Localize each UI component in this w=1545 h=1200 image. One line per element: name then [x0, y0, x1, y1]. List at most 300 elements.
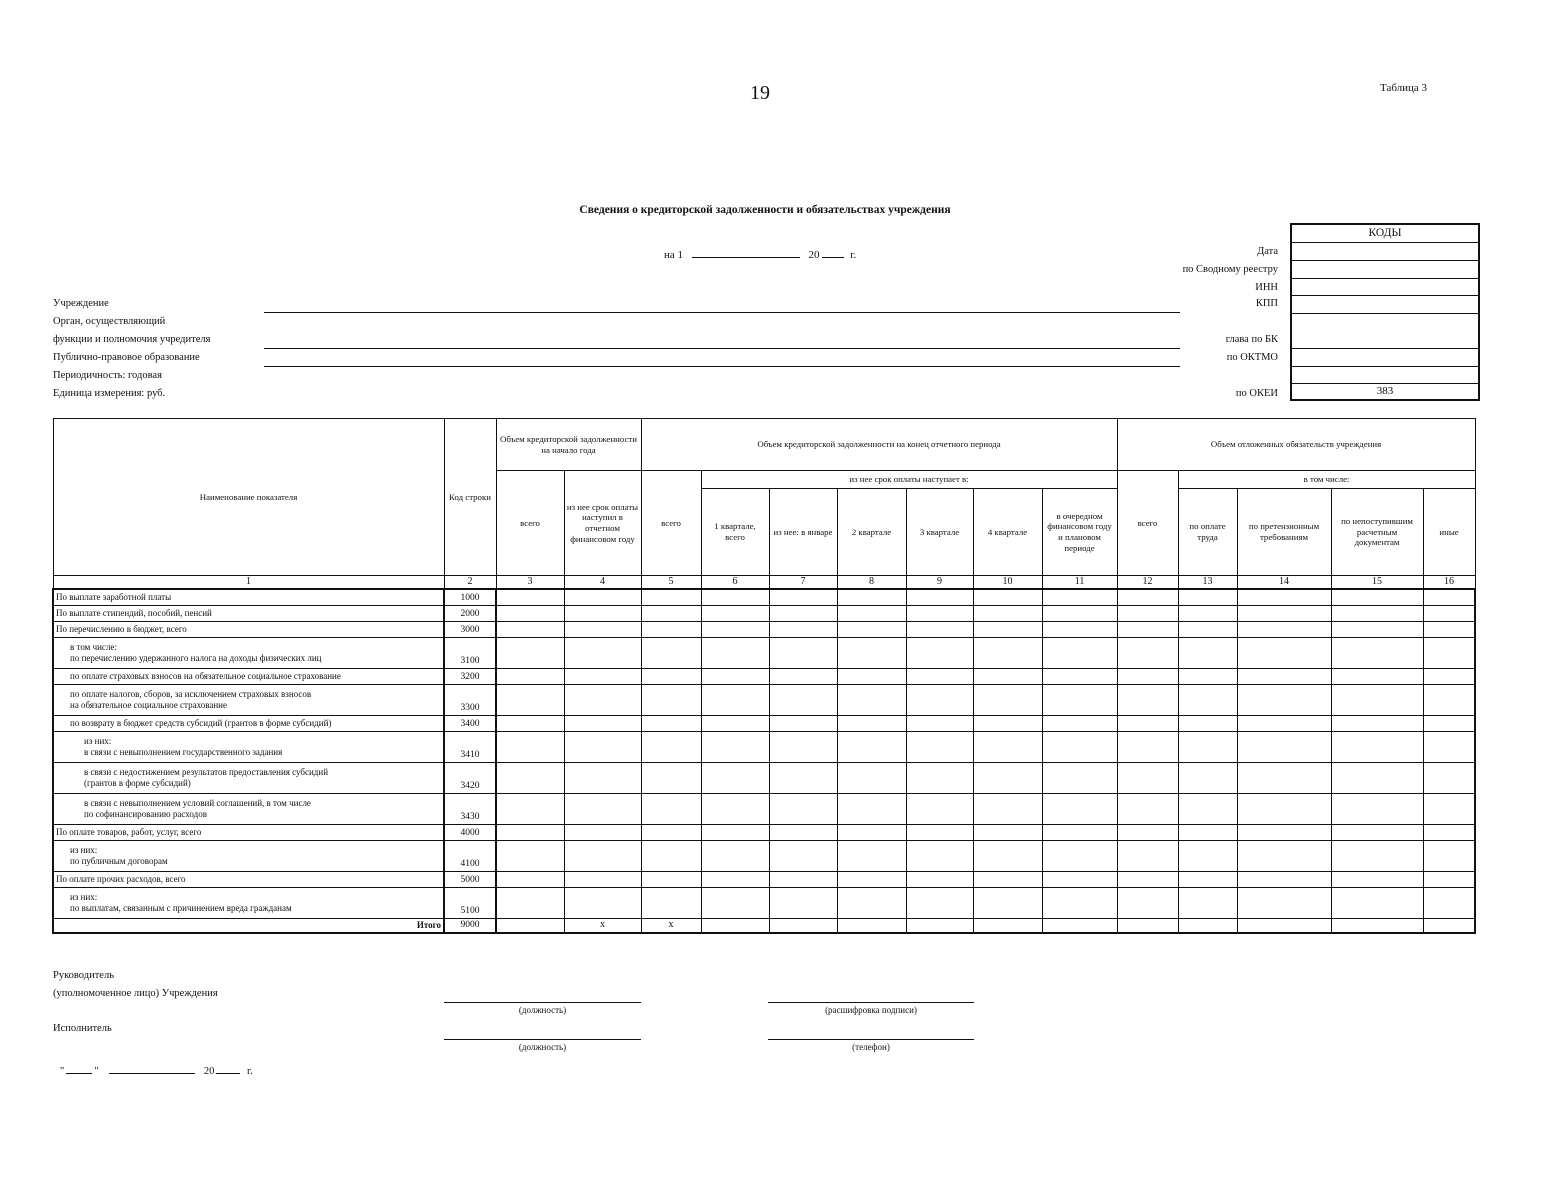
value-cell[interactable]: [1331, 684, 1423, 715]
value-cell[interactable]: [1042, 762, 1117, 793]
code-registry-cell[interactable]: [1292, 260, 1478, 278]
row-code: 5100: [444, 887, 496, 918]
value-cell[interactable]: [1178, 824, 1237, 840]
value-cell[interactable]: [1117, 887, 1178, 918]
value-cell[interactable]: [1117, 762, 1178, 793]
total-value-cell[interactable]: [973, 918, 1042, 933]
total-value-cell[interactable]: [1423, 918, 1475, 933]
value-cell[interactable]: [1423, 762, 1475, 793]
public-entity-input-line[interactable]: [264, 366, 1180, 367]
row-name-line: на обязательное социальное страхование: [70, 699, 227, 710]
total-value-cell[interactable]: [1042, 918, 1117, 933]
value-cell[interactable]: [641, 668, 701, 684]
value-cell[interactable]: [641, 887, 701, 918]
value-cell[interactable]: [701, 731, 769, 762]
value-cell[interactable]: [1042, 871, 1117, 887]
value-cell[interactable]: [973, 824, 1042, 840]
value-cell[interactable]: [1117, 589, 1178, 605]
value-cell[interactable]: [837, 824, 906, 840]
column-number: 7: [769, 576, 837, 590]
col-header-next: в очередном финансовом году и плановом периоде: [1042, 489, 1117, 576]
value-cell[interactable]: [769, 605, 837, 621]
row-code: 3100: [444, 637, 496, 668]
value-cell[interactable]: [701, 684, 769, 715]
head-label-2: (уполномоченное лицо) Учреждения: [53, 988, 218, 999]
value-cell[interactable]: [564, 793, 641, 824]
value-cell[interactable]: [641, 871, 701, 887]
column-number: 3: [496, 576, 564, 590]
report-date-line: [664, 246, 856, 261]
row-name: [53, 589, 444, 605]
value-cell[interactable]: [906, 793, 973, 824]
value-cell[interactable]: [701, 762, 769, 793]
value-cell[interactable]: [837, 605, 906, 621]
value-cell[interactable]: [641, 715, 701, 731]
value-cell[interactable]: [973, 589, 1042, 605]
value-cell[interactable]: [1331, 871, 1423, 887]
field-public-entity-label: Публично-правовое образование: [53, 352, 200, 363]
value-cell[interactable]: [1237, 871, 1331, 887]
table-row: [53, 793, 1475, 824]
total-value-cell[interactable]: [701, 918, 769, 933]
code-label-oktmo: по ОКТМО: [1226, 352, 1278, 363]
value-cell[interactable]: [906, 762, 973, 793]
value-cell[interactable]: [1178, 668, 1237, 684]
value-cell[interactable]: [564, 668, 641, 684]
value-cell[interactable]: [564, 887, 641, 918]
value-cell[interactable]: [837, 589, 906, 605]
row-name-line: из них:: [84, 735, 112, 746]
row-code: 3400: [444, 715, 496, 731]
value-cell[interactable]: [837, 762, 906, 793]
code-date-cell[interactable]: [1292, 242, 1478, 260]
value-cell[interactable]: [1423, 871, 1475, 887]
value-cell[interactable]: [769, 637, 837, 668]
value-cell[interactable]: [1423, 637, 1475, 668]
total-code: 9000: [444, 918, 496, 933]
value-cell[interactable]: [906, 824, 973, 840]
row-name-line: По выплате стипендий, пособий, пенсий: [56, 607, 212, 618]
value-cell[interactable]: [496, 621, 564, 637]
value-cell[interactable]: [906, 668, 973, 684]
value-cell[interactable]: [1237, 621, 1331, 637]
head-label-1: Руководитель: [53, 970, 114, 981]
value-cell[interactable]: [1423, 684, 1475, 715]
value-cell[interactable]: [1117, 824, 1178, 840]
value-cell[interactable]: [496, 715, 564, 731]
value-cell[interactable]: [1331, 793, 1423, 824]
value-cell[interactable]: [564, 684, 641, 715]
row-code: 3000: [444, 621, 496, 637]
row-name: [53, 731, 444, 762]
field-institution-label: Учреждение: [53, 298, 109, 309]
value-cell[interactable]: [837, 668, 906, 684]
total-value-cell[interactable]: [906, 918, 973, 933]
value-cell[interactable]: [701, 621, 769, 637]
value-cell[interactable]: [701, 887, 769, 918]
field-authority-label-1: Орган, осуществляющий: [53, 316, 166, 327]
value-cell[interactable]: [496, 871, 564, 887]
value-cell[interactable]: [769, 715, 837, 731]
value-cell[interactable]: [496, 762, 564, 793]
value-cell[interactable]: [1423, 824, 1475, 840]
value-cell[interactable]: [564, 715, 641, 731]
col-header-docs: по непоступившим расчетным документам: [1331, 489, 1423, 576]
payables-table: [52, 418, 1476, 934]
table-row: [53, 637, 1475, 668]
value-cell[interactable]: [837, 731, 906, 762]
value-cell[interactable]: [564, 605, 641, 621]
value-cell[interactable]: [973, 887, 1042, 918]
value-cell[interactable]: [1331, 589, 1423, 605]
value-cell[interactable]: [1042, 715, 1117, 731]
value-cell[interactable]: [701, 637, 769, 668]
value-cell[interactable]: [564, 824, 641, 840]
value-cell[interactable]: [973, 731, 1042, 762]
value-cell[interactable]: [1237, 840, 1331, 871]
code-oktmo-cell[interactable]: [1292, 348, 1478, 366]
value-cell[interactable]: [701, 668, 769, 684]
value-cell[interactable]: [641, 684, 701, 715]
table-row: [53, 668, 1475, 684]
value-cell[interactable]: [837, 793, 906, 824]
value-cell[interactable]: [641, 637, 701, 668]
value-cell[interactable]: [769, 793, 837, 824]
row-name-line: По оплате товаров, работ, услуг, всего: [56, 826, 202, 837]
value-cell[interactable]: [1042, 840, 1117, 871]
value-cell[interactable]: [1042, 605, 1117, 621]
value-cell[interactable]: [701, 715, 769, 731]
value-cell[interactable]: [769, 684, 837, 715]
value-cell[interactable]: [496, 668, 564, 684]
value-cell[interactable]: [1237, 824, 1331, 840]
value-cell[interactable]: [1178, 637, 1237, 668]
value-cell[interactable]: [701, 840, 769, 871]
head-decode-line[interactable]: [768, 1002, 974, 1003]
head-position-caption: (должность): [518, 1005, 567, 1015]
value-cell[interactable]: [1237, 637, 1331, 668]
row-code: 1000: [444, 589, 496, 605]
total-value-cell[interactable]: [837, 918, 906, 933]
value-cell[interactable]: [769, 589, 837, 605]
column-number: 6: [701, 576, 769, 590]
row-name: [53, 824, 444, 840]
value-cell[interactable]: [1042, 621, 1117, 637]
value-cell[interactable]: [906, 715, 973, 731]
value-cell[interactable]: [1331, 637, 1423, 668]
value-cell[interactable]: [1331, 887, 1423, 918]
value-cell[interactable]: [906, 637, 973, 668]
value-cell[interactable]: [1117, 793, 1178, 824]
value-cell[interactable]: [1178, 762, 1237, 793]
code-blank-cell[interactable]: [1292, 366, 1478, 383]
row-name: [53, 684, 444, 715]
column-number: 11: [1042, 576, 1117, 590]
value-cell[interactable]: [1178, 605, 1237, 621]
row-name: [53, 668, 444, 684]
value-cell[interactable]: [973, 605, 1042, 621]
value-cell[interactable]: [837, 637, 906, 668]
value-cell[interactable]: [1331, 621, 1423, 637]
row-name: [53, 887, 444, 918]
value-cell[interactable]: [1178, 621, 1237, 637]
value-cell[interactable]: [564, 840, 641, 871]
total-value-cell[interactable]: [1178, 918, 1237, 933]
total-label: Итого: [53, 918, 444, 933]
row-name-line: из них:: [70, 891, 98, 902]
table-row: [53, 731, 1475, 762]
total-value-cell[interactable]: [1237, 918, 1331, 933]
column-number: 1: [53, 576, 444, 590]
value-cell[interactable]: [641, 840, 701, 871]
value-cell[interactable]: [1117, 731, 1178, 762]
value-cell[interactable]: [973, 637, 1042, 668]
row-code: 4000: [444, 824, 496, 840]
value-cell[interactable]: [1237, 589, 1331, 605]
value-cell[interactable]: [1237, 762, 1331, 793]
value-cell[interactable]: [564, 621, 641, 637]
value-cell[interactable]: [973, 762, 1042, 793]
value-cell[interactable]: [973, 871, 1042, 887]
code-inn-cell[interactable]: [1292, 278, 1478, 295]
value-cell[interactable]: [1237, 715, 1331, 731]
value-cell[interactable]: [701, 605, 769, 621]
value-cell[interactable]: [1042, 684, 1117, 715]
code-label-kpp: КПП: [1255, 298, 1278, 309]
value-cell[interactable]: [1042, 824, 1117, 840]
value-cell[interactable]: [496, 637, 564, 668]
value-cell[interactable]: [973, 621, 1042, 637]
value-cell[interactable]: [906, 589, 973, 605]
row-name: [53, 715, 444, 731]
value-cell[interactable]: [1117, 715, 1178, 731]
column-number: 5: [641, 576, 701, 590]
value-cell[interactable]: [1042, 887, 1117, 918]
value-cell[interactable]: [1237, 887, 1331, 918]
date-year-prefix: 20: [808, 249, 820, 261]
column-number: 4: [564, 576, 641, 590]
code-kpp-cell[interactable]: [1292, 295, 1478, 313]
value-cell[interactable]: [1042, 668, 1117, 684]
value-cell[interactable]: [1117, 684, 1178, 715]
value-cell[interactable]: [641, 731, 701, 762]
value-cell[interactable]: [973, 840, 1042, 871]
value-cell[interactable]: [641, 589, 701, 605]
sign-year-blank[interactable]: [216, 1062, 240, 1074]
value-cell[interactable]: [1331, 840, 1423, 871]
value-cell[interactable]: [701, 589, 769, 605]
col-header-q1: 1 квартале, всего: [701, 489, 769, 576]
value-cell[interactable]: [1117, 605, 1178, 621]
value-cell[interactable]: [1423, 793, 1475, 824]
value-cell[interactable]: [496, 731, 564, 762]
value-cell[interactable]: [641, 793, 701, 824]
executor-phone-line[interactable]: [768, 1039, 974, 1040]
code-label-date: Дата: [1257, 246, 1278, 257]
value-cell[interactable]: [641, 824, 701, 840]
table-tag: Таблица 3: [1380, 82, 1428, 94]
value-cell[interactable]: [496, 840, 564, 871]
value-cell[interactable]: [1117, 840, 1178, 871]
value-cell[interactable]: [1178, 684, 1237, 715]
value-cell[interactable]: [906, 605, 973, 621]
executor-position-line[interactable]: [444, 1039, 641, 1040]
authority-input-line[interactable]: [264, 348, 1180, 349]
total-value-cell[interactable]: [1117, 918, 1178, 933]
total-value-cell[interactable]: [769, 918, 837, 933]
group-header-start: Объем кредиторской задолженности на начало года: [496, 419, 641, 471]
code-label-inn: ИНН: [1255, 282, 1278, 293]
value-cell[interactable]: [1331, 731, 1423, 762]
value-cell[interactable]: [496, 887, 564, 918]
value-cell[interactable]: [1423, 621, 1475, 637]
sign-day-blank[interactable]: [66, 1062, 92, 1074]
value-cell[interactable]: [837, 840, 906, 871]
row-name: [53, 637, 444, 668]
value-cell[interactable]: [1237, 793, 1331, 824]
value-cell[interactable]: [1178, 731, 1237, 762]
value-cell[interactable]: [641, 621, 701, 637]
value-cell[interactable]: [837, 887, 906, 918]
table-row: [53, 605, 1475, 621]
field-unit-label: Единица измерения: руб.: [53, 388, 166, 399]
value-cell[interactable]: [837, 684, 906, 715]
value-cell[interactable]: [1237, 668, 1331, 684]
value-cell[interactable]: [769, 762, 837, 793]
row-name-line: в связи с невыполнением условий соглашений, в том числе: [84, 797, 311, 808]
value-cell[interactable]: [1042, 793, 1117, 824]
date-blank[interactable]: [692, 246, 800, 258]
col-header-jan: из нее: в январе: [769, 489, 837, 576]
value-cell[interactable]: [701, 871, 769, 887]
column-number: 16: [1423, 576, 1475, 590]
value-cell[interactable]: [1331, 605, 1423, 621]
value-cell[interactable]: [1178, 871, 1237, 887]
value-cell[interactable]: [1042, 731, 1117, 762]
head-position-line[interactable]: [444, 1002, 641, 1003]
value-cell[interactable]: [1237, 605, 1331, 621]
value-cell[interactable]: [1117, 637, 1178, 668]
value-cell[interactable]: [906, 840, 973, 871]
institution-input-line[interactable]: [264, 312, 1180, 313]
value-cell[interactable]: [769, 621, 837, 637]
value-cell[interactable]: [1178, 887, 1237, 918]
value-cell[interactable]: [1423, 589, 1475, 605]
value-cell[interactable]: [1331, 715, 1423, 731]
row-name: [53, 793, 444, 824]
value-cell[interactable]: [1331, 762, 1423, 793]
value-cell[interactable]: [1423, 731, 1475, 762]
value-cell[interactable]: [1117, 871, 1178, 887]
table-row: [53, 684, 1475, 715]
value-cell[interactable]: [769, 668, 837, 684]
value-cell[interactable]: [973, 668, 1042, 684]
column-number: 14: [1237, 576, 1331, 590]
value-cell[interactable]: [906, 621, 973, 637]
value-cell[interactable]: [1178, 715, 1237, 731]
table-row: [53, 824, 1475, 840]
value-cell[interactable]: [496, 589, 564, 605]
value-cell[interactable]: [837, 715, 906, 731]
value-cell[interactable]: [906, 887, 973, 918]
value-cell[interactable]: [769, 871, 837, 887]
value-cell[interactable]: [564, 589, 641, 605]
value-cell[interactable]: [1331, 668, 1423, 684]
value-cell[interactable]: [1423, 715, 1475, 731]
sign-month-blank[interactable]: [109, 1062, 195, 1074]
value-cell[interactable]: [769, 840, 837, 871]
row-code: 5000: [444, 871, 496, 887]
value-cell[interactable]: [906, 684, 973, 715]
value-cell[interactable]: [701, 824, 769, 840]
row-code: 3420: [444, 762, 496, 793]
value-cell[interactable]: [1042, 637, 1117, 668]
value-cell[interactable]: [564, 731, 641, 762]
value-cell[interactable]: [1237, 684, 1331, 715]
row-name-line: по софинансированию расходов: [84, 808, 207, 819]
value-cell[interactable]: [1423, 605, 1475, 621]
year-blank[interactable]: [822, 246, 844, 258]
value-cell[interactable]: [564, 762, 641, 793]
value-cell[interactable]: [1042, 589, 1117, 605]
row-name-line: по оплате налогов, сборов, за исключением страховых взносов: [70, 688, 312, 699]
value-cell[interactable]: [837, 621, 906, 637]
column-number: 8: [837, 576, 906, 590]
value-cell[interactable]: [1178, 793, 1237, 824]
value-cell[interactable]: [496, 684, 564, 715]
value-cell[interactable]: [837, 871, 906, 887]
value-cell[interactable]: [496, 824, 564, 840]
codes-box: [1290, 223, 1480, 401]
value-cell[interactable]: [641, 605, 701, 621]
row-code: 4100: [444, 840, 496, 871]
total-value-cell[interactable]: [1331, 918, 1423, 933]
code-bk-cell[interactable]: [1292, 313, 1478, 348]
value-cell[interactable]: [1237, 731, 1331, 762]
total-value-cell[interactable]: [496, 918, 564, 933]
table-row: [53, 887, 1475, 918]
value-cell[interactable]: [906, 871, 973, 887]
value-cell[interactable]: [973, 684, 1042, 715]
value-cell[interactable]: [564, 871, 641, 887]
value-cell[interactable]: [1423, 840, 1475, 871]
row-name: [53, 871, 444, 887]
value-cell[interactable]: [564, 637, 641, 668]
value-cell[interactable]: [1178, 840, 1237, 871]
value-cell[interactable]: [769, 887, 837, 918]
value-cell[interactable]: [641, 762, 701, 793]
col-header-code: Код строки: [444, 419, 496, 576]
value-cell[interactable]: [496, 793, 564, 824]
col-header-claims: по претензионным требованиям: [1237, 489, 1331, 576]
value-cell[interactable]: [701, 793, 769, 824]
value-cell[interactable]: [973, 793, 1042, 824]
value-cell[interactable]: [769, 731, 837, 762]
value-cell[interactable]: [1331, 824, 1423, 840]
value-cell[interactable]: [1117, 668, 1178, 684]
value-cell[interactable]: [906, 731, 973, 762]
value-cell[interactable]: [1178, 589, 1237, 605]
value-cell[interactable]: [973, 715, 1042, 731]
value-cell[interactable]: [496, 605, 564, 621]
row-name-line: по публичным договорам: [70, 855, 168, 866]
value-cell[interactable]: [1423, 668, 1475, 684]
value-cell[interactable]: [769, 824, 837, 840]
document-title: Сведения о кредиторской задолженности и обязательствах учреждения: [579, 204, 951, 216]
date-quote-open: ": [60, 1066, 65, 1077]
value-cell[interactable]: [1423, 887, 1475, 918]
value-cell[interactable]: [1117, 621, 1178, 637]
